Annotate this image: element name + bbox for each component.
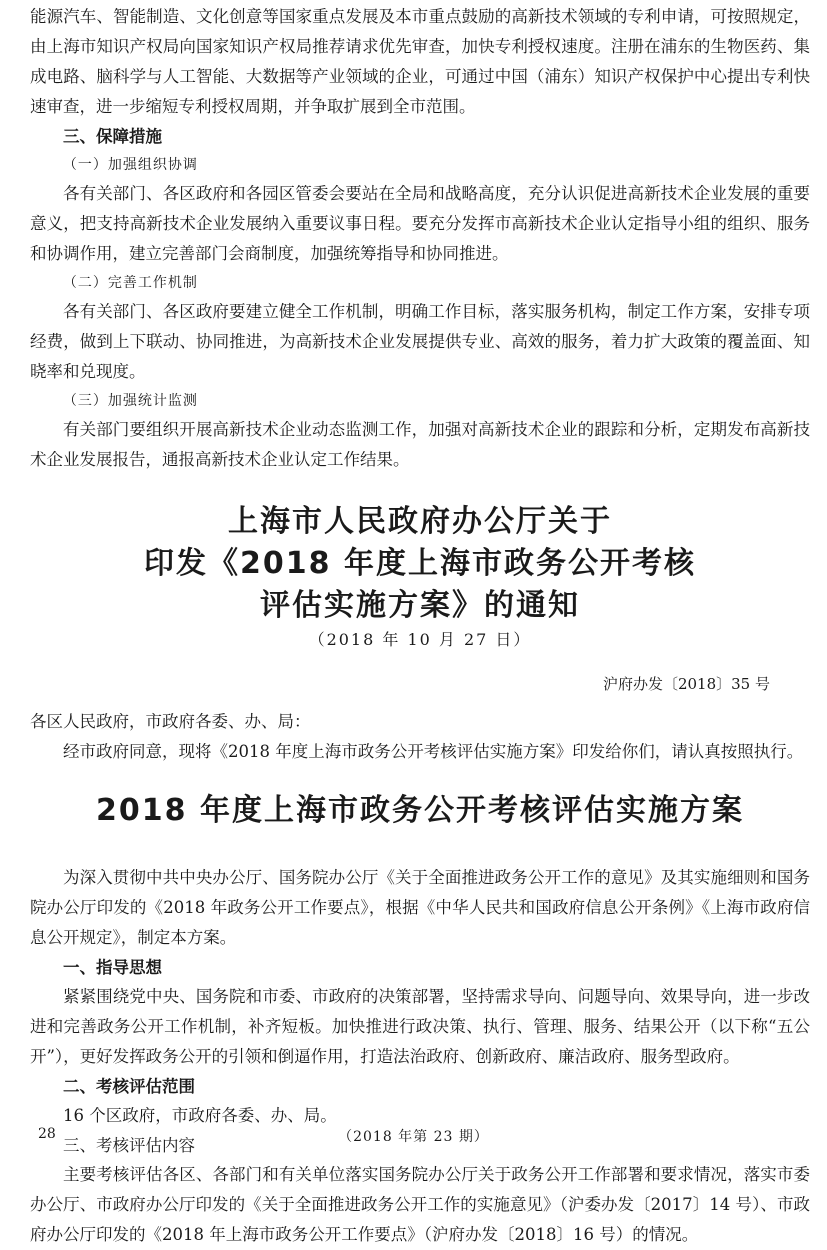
plan-section2-heading: 二、考核评估范围	[63, 1077, 195, 1096]
plan-section1-heading: 一、指导思想	[63, 958, 162, 977]
section3-item3-text: 有关部门要组织开展高新技术企业动态监测工作，加强对高新技术企业的跟踪和分析，定期发布高新技术企业发展报告，通报高新技术企业认定工作结果。	[30, 420, 810, 469]
notice-title-line-1: 上海市人民政府办公厅关于	[228, 504, 612, 539]
notice-doc-number: 沪府办发〔2018〕35 号	[602, 675, 770, 693]
notice-date: （2018 年 10 月 27 日）	[308, 630, 532, 649]
section3-item2-heading: （二）完善工作机制	[62, 275, 198, 291]
plan-section1-text: 紧紧围绕党中央、国务院和市委、市政府的决策部署，坚持需求导向、问题导向、效果导向，进一步改进和完善政务公开工作机制，补齐短板。加快推进行政决策、执行、管理、服务、结果公开（以下称“五公开”），更好发挥政务公开的引领和倒逼作用，打造法治政府、创新政府、廉洁政府、服务型政府。	[30, 987, 810, 1066]
section3-heading: 三、保障措施	[63, 127, 162, 146]
plan-title: 2018 年度上海市政务公开考核评估实施方案	[96, 793, 744, 828]
plan-section3-heading: 三、考核评估内容	[63, 1136, 195, 1155]
plan-section2-text: 16 个区政府，市政府各委、办、局。	[63, 1106, 337, 1125]
document-page	[30, 2, 810, 1250]
plan-intro: 为深入贯彻中共中央办公厅、国务院办公厅《关于全面推进政务公开工作的意见》及其实施细则和国务院办公厅印发的《2018 年政务公开工作要点》，根据《中华人民共和国政府信息公开条例》《上海市政府信息公开规定》，制定本方案。	[30, 868, 810, 947]
notice-recipients: 各区人民政府，市政府各委、办、局：	[30, 712, 311, 731]
section3-item3-heading: （三）加强统计监测	[62, 393, 198, 409]
page-footer	[0, 1126, 827, 1156]
page-number: 28	[38, 1126, 56, 1142]
section3-item1-text: 各有关部门、各区政府和各园区管委会要站在全局和战略高度，充分认识促进高新技术企业发展的重要意义，把支持高新技术企业发展纳入重要议事日程。要充分发挥市高新技术企业认定指导小组的组织、服务和协调作用，建立完善部门会商制度，加强统筹指导和协同推进。	[30, 184, 810, 263]
issue-label: （2018 年第 23 期）	[338, 1129, 489, 1145]
section3-item1-heading: （一）加强组织协调	[62, 157, 198, 173]
top-paragraph: 能源汽车、智能制造、文化创意等国家重点发展及本市重点鼓励的高新技术领域的专利申请，可按照规定，由上海市知识产权局向国家知识产权局推荐请求优先审查，加快专利授权速度。注册在浦东的生物医药、集成电路、脑科学与人工智能、大数据等产业领域的企业，可通过中国（浦东）知识产权保护中心提出专利快速审查，进一步缩短专利授权周期，并争取扩展到全市范围。	[30, 7, 810, 116]
section3-item2-text: 各有关部门、各区政府要建立健全工作机制，明确工作目标，落实服务机构，制定工作方案，安排专项经费，做到上下联动、协同推进，为高新技术企业发展提供专业、高效的服务，着力扩大政策的覆盖面、知晓率和兑现度。	[30, 302, 810, 381]
plan-section3-text: 主要考核评估各区、各部门和有关单位落实国务院办公厅关于政务公开工作部署和要求情况，落实市委办公厅、市政府办公厅印发的《关于全面推进政务公开工作的实施意见》（沪委办发〔2017〕14 号）、市政府办公厅印发的《2018 年上海市政务公开工作要点》（沪府办发〔2018〕16 号）的情况。	[30, 1165, 810, 1244]
notice-title-line-3: 评估实施方案》的通知	[260, 588, 580, 623]
notice-title-line-2: 印发《2018 年度上海市政务公开考核	[144, 546, 696, 581]
notice-body: 经市政府同意，现将《2018 年度上海市政务公开考核评估实施方案》印发给你们，请认真按照执行。	[63, 742, 804, 761]
